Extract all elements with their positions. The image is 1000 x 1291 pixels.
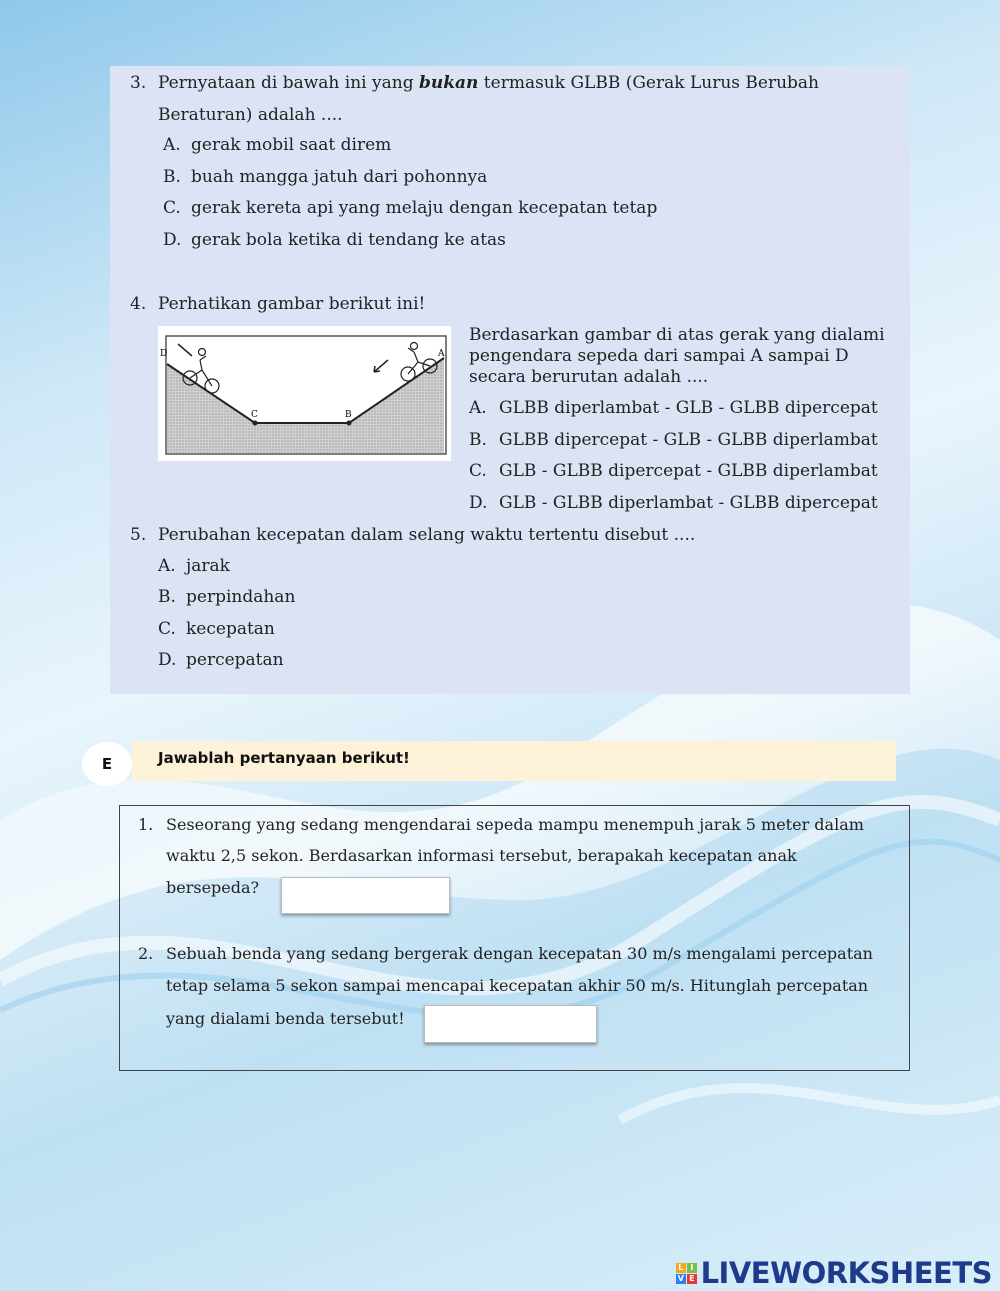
logo-letter: V — [676, 1274, 686, 1284]
question-3 — [130, 72, 819, 94]
emphasis-text: bukan — [419, 73, 479, 93]
essay-question-1-number: 1. — [138, 815, 154, 834]
option-d[interactable] — [469, 493, 878, 513]
option-b[interactable] — [158, 587, 295, 607]
essay-question-2-line: tetap selama 5 sekon sampai mencapai kecepatan akhir 50 m/s. Hitunglah percepatan — [166, 976, 869, 995]
question-number: 4. — [130, 294, 147, 314]
option-text: GLBB diperlambat - GLB - GLBB dipercepat — [499, 398, 878, 418]
option-letter: C. — [163, 198, 181, 218]
option-d[interactable] — [158, 650, 284, 670]
option-d[interactable] — [163, 230, 506, 250]
option-c[interactable] — [158, 619, 275, 639]
option-letter: B. — [158, 587, 176, 607]
question-number: 3. — [130, 73, 147, 93]
label-d: D — [160, 349, 168, 359]
option-c[interactable] — [163, 198, 657, 218]
logo-icon — [676, 1263, 697, 1284]
question-text: termasuk GLBB (Gerak Lurus Berubah — [478, 73, 819, 93]
option-text: gerak bola ketika di tendang ke atas — [191, 230, 506, 250]
logo-letter: I — [687, 1263, 697, 1273]
option-a[interactable] — [469, 398, 878, 418]
stem-line: pengendara sepeda dari sampai A sampai D — [469, 346, 849, 366]
option-text: buah mangga jatuh dari pohonnya — [191, 167, 488, 187]
question-3-line2: Beraturan) adalah .... — [158, 105, 343, 125]
essay-question-1-line: waktu 2,5 sekon. Berdasarkan informasi tersebut, berapakah kecepatan anak — [166, 846, 797, 865]
option-text: GLB - GLBB diperlambat - GLBB dipercepat — [499, 493, 878, 513]
question-5 — [130, 524, 695, 546]
question-text: Perubahan kecepatan dalam selang waktu tertentu disebut .... — [158, 525, 696, 545]
option-text: jarak — [186, 556, 230, 576]
option-a[interactable] — [158, 556, 230, 576]
option-b[interactable] — [469, 430, 878, 450]
label-c: C — [251, 410, 258, 420]
option-letter: D. — [469, 493, 488, 513]
option-text: GLBB dipercepat - GLB - GLBB diperlambat — [499, 430, 878, 450]
stem-line: Berdasarkan gambar di atas gerak yang dialami — [469, 325, 885, 345]
question-text: Pernyataan di bawah ini yang — [158, 73, 419, 93]
option-letter: D. — [163, 230, 182, 250]
question-4 — [130, 293, 425, 315]
option-letter: B. — [469, 430, 487, 450]
essay-question-1-line: Seseorang yang sedang mengendarai sepeda mampu menempuh jarak 5 meter dalam — [166, 815, 864, 834]
section-title: Jawablah pertanyaan berikut! — [158, 749, 410, 767]
option-text: gerak mobil saat direm — [191, 135, 392, 155]
answer-input-2[interactable] — [424, 1005, 597, 1043]
option-text: GLB - GLBB dipercepat - GLBB diperlambat — [499, 461, 878, 481]
answer-input-1[interactable] — [281, 877, 450, 914]
option-text: perpindahan — [186, 587, 296, 607]
essay-question-2-line: Sebuah benda yang sedang bergerak dengan kecepatan 30 m/s mengalami percepatan — [166, 944, 873, 963]
option-letter: B. — [163, 167, 181, 187]
track-illustration — [158, 326, 451, 461]
option-letter: A. — [469, 398, 487, 418]
liveworksheets-logo — [676, 1256, 992, 1290]
label-b: B — [345, 410, 352, 420]
essay-question-2-number: 2. — [138, 944, 154, 963]
question-4-stem — [469, 325, 885, 388]
option-letter: A. — [163, 135, 181, 155]
question-number: 5. — [130, 525, 147, 545]
cyclist-track-figure — [158, 326, 451, 461]
brand-name: LIVEWORKSHEETS — [700, 1256, 992, 1290]
option-text: percepatan — [186, 650, 284, 670]
option-text: kecepatan — [186, 619, 275, 639]
option-a[interactable] — [163, 135, 391, 155]
logo-letter: L — [676, 1263, 686, 1273]
section-badge: E — [82, 742, 132, 786]
stem-line: secara berurutan adalah .... — [469, 367, 709, 387]
essay-question-1-line: bersepeda? — [166, 878, 260, 897]
arrow-right-icon — [374, 360, 388, 372]
option-b[interactable] — [163, 167, 487, 187]
option-letter: C. — [158, 619, 176, 639]
option-letter: C. — [469, 461, 487, 481]
label-a: A — [438, 349, 445, 359]
option-letter: A. — [158, 556, 176, 576]
logo-letter: E — [687, 1274, 697, 1284]
option-text: gerak kereta api yang melaju dengan kecepatan tetap — [191, 198, 658, 218]
essay-question-2-line: yang dialami benda tersebut! — [166, 1009, 405, 1028]
arrow-left-icon — [178, 344, 192, 356]
option-letter: D. — [158, 650, 177, 670]
question-text: Perhatikan gambar berikut ini! — [158, 294, 426, 314]
option-c[interactable] — [469, 461, 878, 481]
